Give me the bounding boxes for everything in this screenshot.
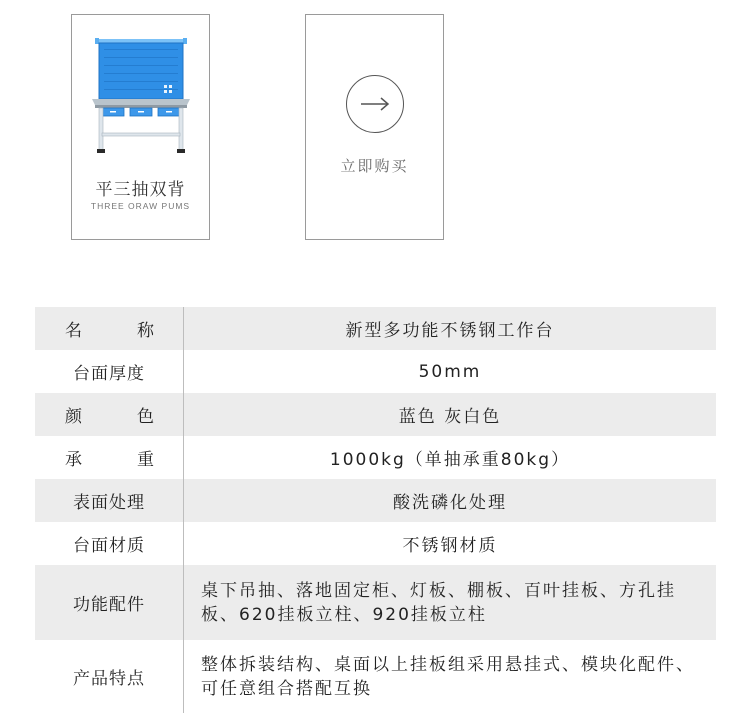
label-char: 称 bbox=[137, 321, 155, 341]
row-label: 表面处理 bbox=[35, 479, 184, 522]
table-row bbox=[35, 565, 716, 640]
table-row bbox=[35, 640, 716, 713]
row-label bbox=[35, 307, 184, 350]
label-char: 重 bbox=[137, 450, 155, 470]
row-label: 功能配件 bbox=[35, 565, 184, 640]
label-char: 名 bbox=[65, 321, 83, 341]
row-value: 桌下吊抽、落地固定柜、灯板、棚板、百叶挂板、方孔挂板、620挂板立柱、920挂板立柱 bbox=[184, 565, 717, 640]
blue-workbench-image bbox=[92, 37, 190, 155]
row-label: 台面材质 bbox=[35, 522, 184, 565]
label-char: 色 bbox=[137, 407, 155, 427]
buy-now-label: 立即购买 bbox=[340, 157, 409, 175]
buy-circle-button[interactable] bbox=[346, 75, 404, 133]
product-subtitle: THREE ORAW PUMS bbox=[90, 201, 191, 211]
label-char: 颜 bbox=[65, 407, 83, 427]
product-title: 平三抽双背 bbox=[95, 180, 186, 200]
table-row bbox=[35, 479, 716, 522]
row-value: 新型多功能不锈钢工作台 bbox=[184, 307, 717, 350]
table-row bbox=[35, 307, 716, 350]
product-card[interactable] bbox=[71, 14, 210, 240]
table-row bbox=[35, 436, 716, 479]
row-label bbox=[35, 436, 184, 479]
row-value: 整体拆装结构、桌面以上挂板组采用悬挂式、模块化配件、可任意组合搭配互换 bbox=[184, 640, 717, 713]
row-label bbox=[35, 393, 184, 436]
row-value: 酸洗磷化处理 bbox=[184, 479, 717, 522]
row-value: 50mm bbox=[184, 350, 717, 393]
row-label: 产品特点 bbox=[35, 640, 184, 713]
row-value: 不锈钢材质 bbox=[184, 522, 717, 565]
row-value: 1000kg（单抽承重80kg） bbox=[184, 436, 717, 479]
right-arrow-icon bbox=[360, 96, 390, 112]
row-label: 台面厚度 bbox=[35, 350, 184, 393]
label-char: 承 bbox=[65, 450, 83, 470]
table-row bbox=[35, 350, 716, 393]
table-row bbox=[35, 393, 716, 436]
table-row bbox=[35, 522, 716, 565]
buy-now-card[interactable] bbox=[305, 14, 444, 240]
row-value: 蓝色 灰白色 bbox=[184, 393, 717, 436]
spec-table bbox=[35, 307, 716, 713]
